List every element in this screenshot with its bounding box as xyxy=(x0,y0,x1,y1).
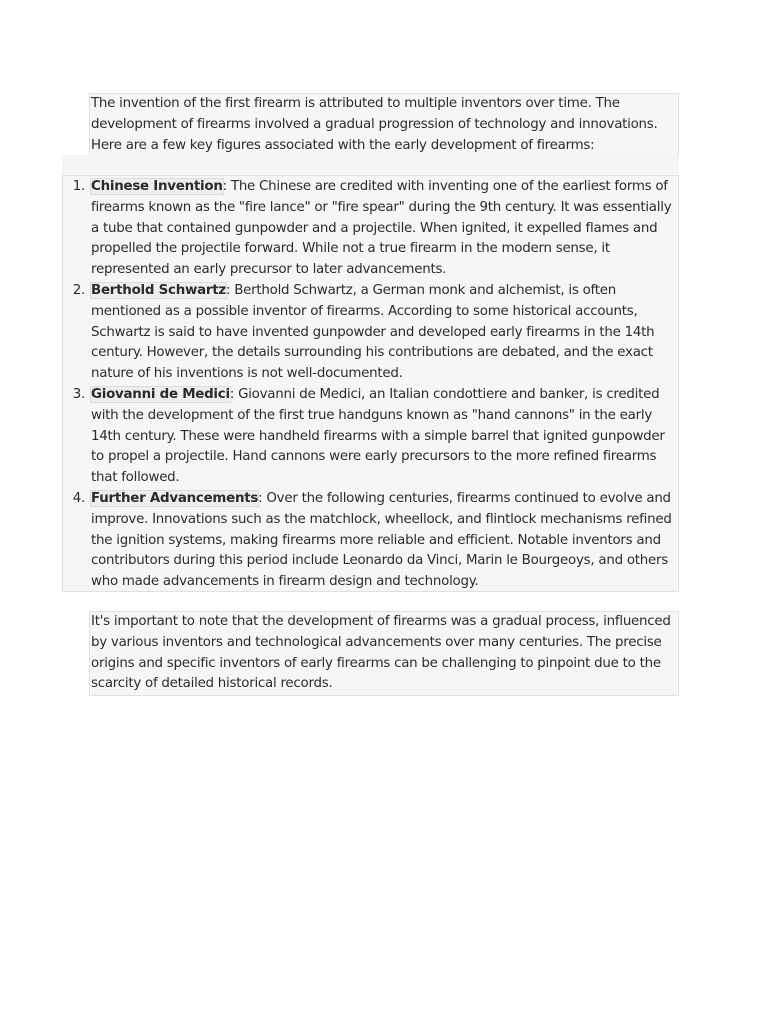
intro-paragraph-block xyxy=(89,93,679,157)
list-item-term: Further Advancements xyxy=(91,490,259,506)
list-separator xyxy=(62,155,679,175)
list-item xyxy=(63,281,680,385)
list-item-text: : The Chinese are credited with inventing one of the earliest forms of firearms known as the "fire lance" or "fire spear" during the 9th century. It was essentially a tube that contained gunpowder and a projectile. When ignited, it expelled flames and propelled the projectile forward. While not a true firearm in the modern sense, it represented an early precursor to later advancements. xyxy=(91,179,672,278)
list-item-text: : Giovanni de Medici, an Italian condottiere and banker, is credited with the development of the first true handguns known as "hand cannons" in the early 14th century. These were handheld firearms with a simple barrel that ignited gunpowder to propel a projectile. Hand cannons were early precursors to the more refined firearms that followed. xyxy=(91,386,665,486)
list-item-number: 1. xyxy=(72,179,85,194)
list-item-number: 2. xyxy=(72,282,85,298)
outro-paragraph-block xyxy=(89,611,679,696)
list-item xyxy=(63,385,680,489)
list-item-text: : Over the following centuries, firearms continued to evolve and improve. Innovations such as the matchlock, wheellock, and flintlock mechanisms refined the ignition systems, making firearms more reliable and efficient. Notable inventors and contributors during this period include Leonardo da Vinci, Marin le Bourgeoys, and others who made advancements in firearm design and technology. xyxy=(91,490,672,590)
inventors-list xyxy=(63,177,680,593)
list-item-text: : Berthold Schwartz, a German monk and alchemist, is often mentioned as a possible inventor of firearms. According to some historical accounts, Schwartz is said to have invented gunpowder and developed early firearms in the 14th century. However, the details surrounding his contributions are debated, and the exact nature of his inventions is not well-documented. xyxy=(91,282,655,382)
list-item xyxy=(63,489,680,593)
outro-paragraph: It's important to note that the development of firearms was a gradual process, influenced by various inventors and technological advancements over many centuries. The precise origins and specific inventors of early firearms can be challenging to pinpoint due to the scarcity of detailed historical records. xyxy=(91,614,671,692)
list-item-number: 3. xyxy=(72,386,85,402)
inventors-list-block xyxy=(62,175,679,592)
list-item-term: Giovanni de Medici xyxy=(91,386,230,402)
intro-paragraph: The invention of the first firearm is attributed to multiple inventors over time. The development of firearms involved a gradual progression of technology and innovations. Here are a few key figures associated with the early development of firearms: xyxy=(91,96,658,153)
list-item-number: 4. xyxy=(72,490,85,506)
list-item-term: Chinese Invention xyxy=(91,179,223,194)
list-item-term: Berthold Schwartz xyxy=(91,282,226,298)
list-item xyxy=(63,177,680,281)
